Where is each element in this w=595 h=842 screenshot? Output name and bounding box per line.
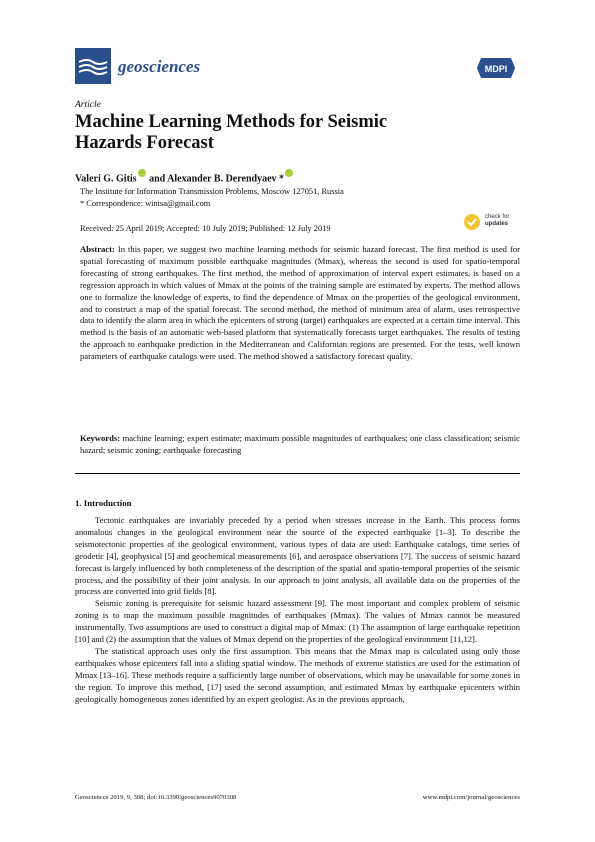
author-name[interactable]: Alexander B. Derendyaev *: [167, 173, 285, 185]
article-type: Article: [75, 100, 101, 110]
affiliations: [80, 186, 344, 210]
author-conjunction: and: [146, 173, 168, 185]
journal-logo: [75, 48, 111, 84]
body-text: [75, 515, 520, 706]
keywords-text: machine learning; expert estimate; maximum possible magnitudes of earthquakes; one class classification; seismic hazard; seismic zoning; earthquake forecasting: [80, 433, 520, 455]
author-list: [75, 169, 294, 184]
svg-text:MDPI: MDPI: [484, 64, 508, 74]
keywords-label: Keywords:: [80, 433, 121, 443]
divider: [75, 473, 520, 474]
publication-dates: Received: 25 April 2019; Accepted: 10 July 2019; Published: 12 July 2019: [80, 224, 331, 233]
abstract-text: In this paper, we suggest two machine learning methods for seismic hazard forecast. The first method is used for spatial forecasting of maximum possible earthquake magnitudes (Mmax), whereas the second is used for spatio-temporal forecasting of strong earthquakes. The first method, the method of approximation of interval expert estimates, is based on a regression approach in which values of Mmax at the points of the training sample are estimated by experts. The method allows one to formalize the knowledge of experts, to find the dependence of Mmax on the properties of the geological environment, and to construct a map of the spatial forecast. The second method, the method of minimum area of alarm, uses retrospective data to identify the alarm area in which the epicenters of strong (target) earthquakes are expected at a certain time interval. This method is the basis of an automatic web-based platform that systematically forecasts target earthquakes. The results of testing the approach to earthquake prediction in the Mediterranean and Californian regions are presented. For the tests, well known parameters of earthquake catalogs were used. The method showed a satisfactory forecast quality.: [80, 244, 520, 362]
paragraph: The statistical approach uses only the first assumption. This means that the Mmax map is calculated using only those earthquakes whose epicenters fall into a sliding spatial window. The methods of extreme statistics are used for the estimation of Mmax [13–16]. These methods require a sufficiently large number of observations, which may be unavailable for some zones in the region. To improve this method, [17] used the second assumption, and estimated Mmax by earthquake epicenters within geologically homogeneous zones identified by an expert geologist. As in the previous approach,: [75, 645, 520, 704]
check-updates-label-bold: updates: [485, 221, 509, 227]
correspondence: * Correspondence: wintsa@gmail.com: [80, 199, 211, 208]
keywords: [80, 433, 520, 457]
orcid-icon[interactable]: [138, 169, 146, 177]
mdpi-logo[interactable]: [477, 58, 515, 78]
paragraph: Seismic zoning is prerequisite for seismic hazard assessment [9]. The most important and complex problem of seismic zoning is to map the maximum possible magnitudes of earthquakes (Mmax). The values of Mmax cannot be measured instrumentally. Two assumptions are used to construct a digital map of Mmax: (1) The assumption of large earthquake repetition [10] and (2) the assumption that the values of Mmax depend on the properties of the geological environment [11,12].: [75, 598, 520, 645]
check-updates-label: check for: [485, 214, 510, 220]
author-name[interactable]: Valeri G. Gitis: [75, 173, 137, 185]
footer-citation[interactable]: Geosciences 2019, 9, 308; doi:10.3390/geosciences9070308: [75, 794, 237, 801]
orcid-icon[interactable]: [285, 169, 293, 177]
abstract-label: Abstract:: [80, 244, 115, 254]
check-for-updates-badge[interactable]: [463, 212, 523, 232]
footer-url[interactable]: www.mdpi.com/journal/geosciences: [422, 794, 520, 801]
paragraph: Tectonic earthquakes are invariably preceded by a period when stresses increase in the Earth. This process forms anomalous changes in the geological environment near the source of the expected earthquake [1–3]. To describe the seismotectonic properties of the geological environment, various types of data are used: Earthquake catalogs, time series of geodetic [4], geophysical [5] and geochemical measurements [6], and aerospace observations [7]. The success of seismic hazard forecast is largely influenced by both completeness of the description of the spatial and spatio-temporal properties of the seismic process, and the possibility of their joint analysis. In our approach to joint analysis, all available data on the properties of the process are converted into grid fields [8].: [75, 515, 520, 597]
section-heading: 1. Introduction: [75, 498, 132, 508]
journal-name[interactable]: geosciences: [118, 57, 201, 76]
affiliation: The Institute for Information Transmission Problems, Moscow 127051, Russia: [80, 187, 344, 196]
paper-title: Machine Learning Methods for Seismic Hazards Forecast: [75, 112, 388, 153]
abstract: [80, 244, 520, 363]
